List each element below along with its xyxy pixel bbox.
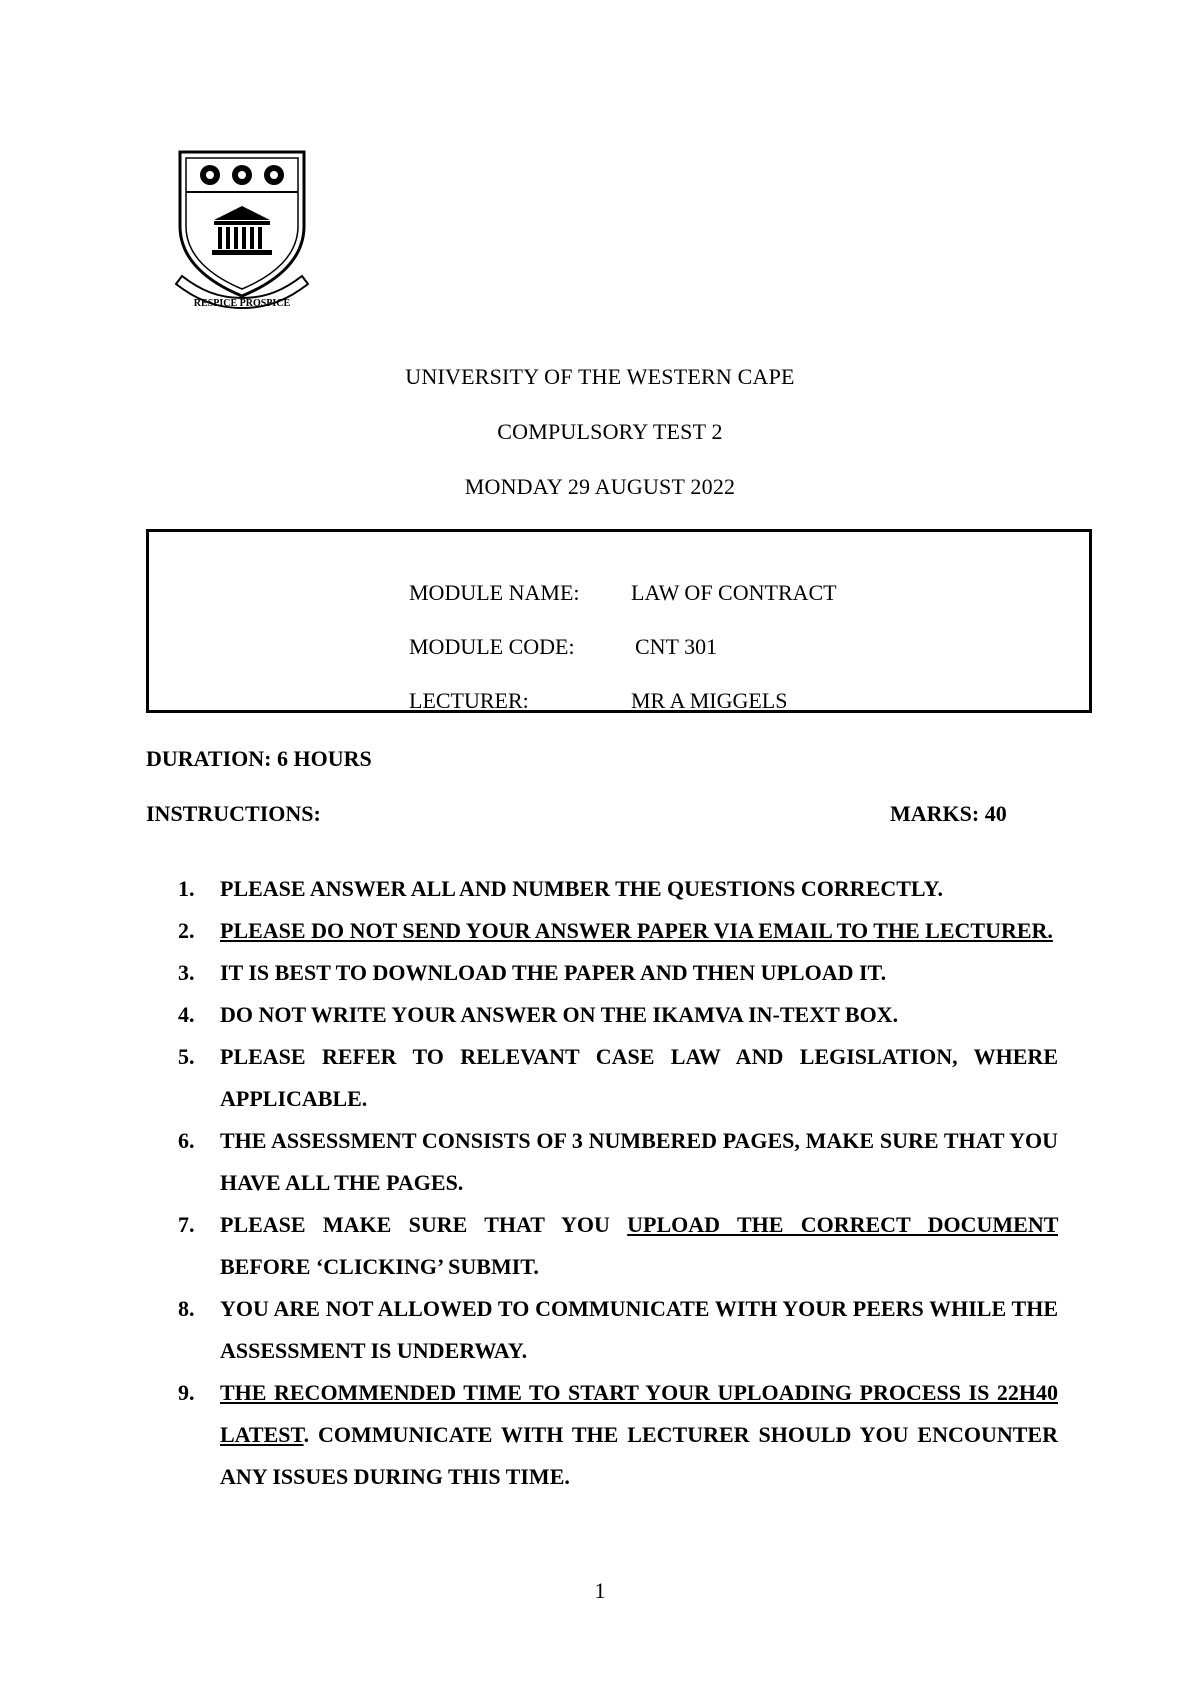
instruction-text: PLEASE DO NOT SEND YOUR ANSWER PAPER VIA EMAIL TO THE LECTURER. [220, 918, 1053, 943]
instruction-number: 2. [178, 918, 195, 943]
instruction-item [178, 1372, 1058, 1498]
instruction-text: YOU ARE NOT ALLOWED TO COMMUNICATE WITH YOUR PEERS WHILE THE ASSESSMENT IS UNDERWAY. [220, 1296, 1058, 1363]
university-name: UNIVERSITY OF THE WESTERN CAPE [405, 364, 795, 389]
module-name-value: LAW OF CONTRACT [631, 580, 837, 605]
instruction-text: PLEASE REFER TO RELEVANT CASE LAW AND LEGISLATION, WHERE APPLICABLE. [220, 1044, 1058, 1111]
instruction-item [178, 994, 1058, 1036]
instruction-number: 5. [178, 1044, 195, 1069]
instruction-text: PLEASE ANSWER ALL AND NUMBER THE QUESTIONS CORRECTLY. [220, 876, 943, 901]
total-marks: MARKS: 40 [890, 801, 1007, 826]
instruction-text-underlined: THE RECOMMENDED TIME TO START YOUR UPLOADING PROCESS IS 22H40 LATEST [220, 1380, 1058, 1447]
instruction-item [178, 1288, 1058, 1372]
svg-text:RESPICE PROSPICE: RESPICE PROSPICE [193, 298, 291, 309]
instruction-text-underlined: UPLOAD THE CORRECT DOCUMENT [627, 1212, 1058, 1237]
instruction-number: 8. [178, 1296, 195, 1321]
instruction-number: 4. [178, 1002, 195, 1027]
instruction-text: DO NOT WRITE YOUR ANSWER ON THE IKAMVA IN-TEXT BOX. [220, 1002, 899, 1027]
lecturer-label: LECTURER: [409, 688, 529, 713]
instruction-number: 3. [178, 960, 195, 985]
instruction-item [178, 1204, 1058, 1288]
instruction-item [178, 910, 1058, 952]
page-number: 1 [594, 1578, 606, 1603]
instruction-text: THE ASSESSMENT CONSISTS OF 3 NUMBERED PAGES, MAKE SURE THAT YOU HAVE ALL THE PAGES. [220, 1128, 1058, 1195]
module-code-row [409, 634, 717, 660]
instruction-text: . COMMUNICATE WITH THE LECTURER SHOULD YOU ENCOUNTER ANY ISSUES DURING THIS TIME. [220, 1422, 1058, 1489]
module-info-box [146, 529, 1092, 713]
duration: DURATION: 6 HOURS [146, 746, 372, 771]
module-code-value: CNT 301 [635, 634, 718, 659]
module-name-row [409, 580, 837, 606]
lecturer-row [409, 688, 787, 714]
instruction-item [178, 868, 1058, 910]
instruction-text: IT IS BEST TO DOWNLOAD THE PAPER AND THEN UPLOAD IT. [220, 960, 887, 985]
instruction-text: BEFORE ‘CLICKING’ SUBMIT. [220, 1254, 539, 1279]
instruction-item [178, 1120, 1058, 1204]
instruction-number: 6. [178, 1128, 195, 1153]
instruction-number: 7. [178, 1212, 195, 1237]
instruction-text: PLEASE MAKE SURE THAT YOU [220, 1212, 628, 1237]
instruction-item [178, 952, 1058, 994]
lecturer-value: MR A MIGGELS [631, 688, 788, 713]
test-date: MONDAY 29 AUGUST 2022 [464, 474, 736, 499]
instruction-number: 1. [178, 876, 195, 901]
module-name-label: MODULE NAME: [409, 580, 580, 605]
instructions-list [178, 868, 1058, 1498]
test-title: COMPULSORY TEST 2 [497, 419, 723, 444]
instruction-item [178, 1036, 1058, 1120]
module-code-label: MODULE CODE: [409, 634, 575, 659]
instructions-heading: INSTRUCTIONS: [146, 801, 321, 826]
university-crest-logo [174, 148, 310, 310]
instruction-number: 9. [178, 1380, 195, 1405]
